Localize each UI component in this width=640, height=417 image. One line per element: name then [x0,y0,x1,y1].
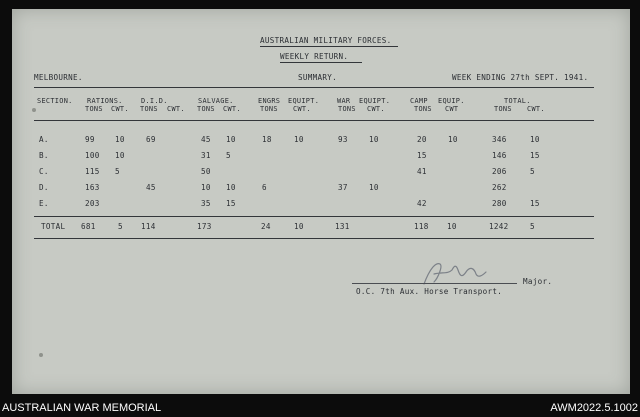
cell-total-cwt: 15 [530,199,540,208]
total-top-rule [34,216,594,217]
cell-salvage-cwt: 5 [226,151,231,160]
header-salvage-cwt: CWT. [223,105,241,113]
header-camp: CAMP [410,97,428,105]
form-heading: WEEKLY RETURN. [280,52,349,61]
header-salvage-tons: TONS [197,105,215,113]
header-total-cwt: CWT. [527,105,545,113]
week-ending: WEEK ENDING 27th SEPT. 1941. [452,73,589,82]
cell-did-tons: 69 [146,135,156,144]
header-camp-tons: TONS [414,105,432,113]
total-rations-tons: 681 [81,222,96,231]
total-label: TOTAL [41,222,66,231]
signature-rank: Major. [523,277,553,286]
org-underline [260,46,398,47]
cell-rations-tons: 163 [85,183,100,192]
cell-rations-cwt: 5 [115,167,120,176]
signature-title: O.C. 7th Aux. Horse Transport. [356,287,503,296]
cell-total-tons: 146 [492,151,507,160]
header-war: WAR [337,97,351,105]
header-total: TOTAL. [504,97,531,105]
location: MELBOURNE. [34,73,83,82]
table-top-rule [34,87,594,88]
header-rations-tons: TONS [85,105,103,113]
total-camp-cwt: 10 [447,222,457,231]
cell-total-cwt: 5 [530,167,535,176]
caption-right: AWM2022.5.1002 [550,402,638,414]
cell-war-tons: 93 [338,135,348,144]
cell-salvage-tons: 50 [201,167,211,176]
header-engrs: ENGRS [258,97,281,105]
cell-total-tons: 346 [492,135,507,144]
cell-section: A. [39,135,49,144]
cell-rations-tons: 100 [85,151,100,160]
document-page [12,9,630,394]
cell-salvage-tons: 35 [201,199,211,208]
total-total-tons: 1242 [489,222,509,231]
header-total-tons: TONS [494,105,512,113]
cell-engrs-cwt: 10 [294,135,304,144]
cell-war-cwt: 10 [369,183,379,192]
header-engrs-tons: TONS [260,105,278,113]
pin-hole-bottom [39,353,43,357]
total-total-cwt: 5 [530,222,535,231]
signature-line [352,283,517,284]
total-did-tons: 114 [141,222,156,231]
cell-total-cwt: 10 [530,135,540,144]
cell-section: E. [39,199,49,208]
caption-left: AUSTRALIAN WAR MEMORIAL [2,402,162,414]
cell-camp-tons: 15 [417,151,427,160]
cell-engrs-tons: 6 [262,183,267,192]
header-rations-cwt: CWT. [111,105,129,113]
header-engrs-cwt: CWT. [293,105,311,113]
total-bottom-rule [34,238,594,239]
header-camp-equip: EQUIP. [438,97,465,105]
cell-section: D. [39,183,49,192]
header-war-equipt: EQUIPT. [359,97,391,105]
header-equipt: EQUIPT. [288,97,320,105]
header-war-cwt: CWT. [367,105,385,113]
cell-total-tons: 262 [492,183,507,192]
total-war-tons: 131 [335,222,350,231]
cell-rations-tons: 99 [85,135,95,144]
header-war-tons: TONS [338,105,356,113]
cell-rations-tons: 115 [85,167,100,176]
pin-hole-top [32,108,36,112]
total-engrs-cwt: 10 [294,222,304,231]
cell-camp-tons: 42 [417,199,427,208]
cell-war-tons: 37 [338,183,348,192]
total-rations-cwt: 5 [118,222,123,231]
header-did-tons: TONS [140,105,158,113]
header-section: SECTION. [37,97,73,105]
total-salvage-tons: 173 [197,222,212,231]
cell-section: B. [39,151,49,160]
cell-total-cwt: 15 [530,151,540,160]
cell-camp-cwt: 10 [448,135,458,144]
cell-camp-tons: 20 [417,135,427,144]
header-camp-cwt: CWT [445,105,459,113]
org-heading: AUSTRALIAN MILITARY FORCES. [260,36,392,45]
cell-total-tons: 280 [492,199,507,208]
cell-salvage-tons: 45 [201,135,211,144]
header-bottom-rule [34,120,594,121]
header-did-cwt: CWT. [167,105,185,113]
cell-war-cwt: 10 [369,135,379,144]
cell-camp-tons: 41 [417,167,427,176]
cell-salvage-cwt: 10 [226,135,236,144]
header-rations: RATIONS. [87,97,123,105]
cell-did-tons: 45 [146,183,156,192]
summary-label: SUMMARY. [298,73,337,82]
cell-total-tons: 206 [492,167,507,176]
cell-rations-cwt: 10 [115,151,125,160]
cell-salvage-cwt: 15 [226,199,236,208]
cell-rations-cwt: 10 [115,135,125,144]
total-camp-tons: 118 [414,222,429,231]
cell-engrs-tons: 18 [262,135,272,144]
cell-salvage-tons: 10 [201,183,211,192]
cell-salvage-tons: 31 [201,151,211,160]
form-underline [280,62,362,63]
header-salvage: SALVAGE. [198,97,234,105]
cell-salvage-cwt: 10 [226,183,236,192]
header-did: D.I.D. [141,97,168,105]
cell-rations-tons: 203 [85,199,100,208]
total-engrs-tons: 24 [261,222,271,231]
cell-section: C. [39,167,49,176]
